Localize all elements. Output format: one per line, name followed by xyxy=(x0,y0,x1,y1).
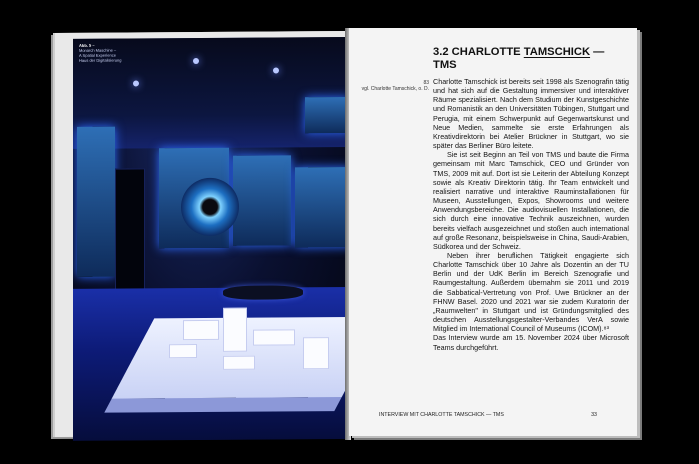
open-book xyxy=(55,28,645,440)
exhibition-photo xyxy=(73,37,351,441)
heading-suffix: — TMS xyxy=(433,46,605,71)
footnote-text: vgl. Charlotte Tamschick, o. D. xyxy=(361,86,429,92)
pedestal xyxy=(223,285,303,300)
model-building xyxy=(169,344,197,358)
heading-prefix: 3.2 CHARLOTTE xyxy=(433,46,524,58)
ceiling-light xyxy=(193,58,199,64)
projection-screen xyxy=(305,97,349,133)
caption-line: Monarch Maschine – xyxy=(79,47,117,53)
footnote-number: 83 xyxy=(423,80,429,86)
ceiling-light xyxy=(133,80,139,86)
page-number: 33 xyxy=(591,412,597,418)
projection-screen xyxy=(295,167,351,247)
caption-line: Haus der Digitalisierung xyxy=(79,57,122,63)
eye-projection xyxy=(181,178,239,236)
ceiling-light xyxy=(273,67,279,73)
section-heading xyxy=(433,46,629,72)
photo-caption xyxy=(79,42,139,62)
body-paragraph: Sie ist seit Beginn an Teil von TMS und baute die Firma gemeinsam mit Marc Tamschick, CEO und Gründer von TMS, 2009 mit auf. Dort ist sie Leiterin der Abteilung Konzept sowie als Kreativ Direktorin tätig. Ihr Team entwickelt und realisiert narrative und interaktive Rauminstallationen für Museen, Ausstellungen, Expos, Showrooms und weitere Anwendungsbereiche. Die audiovisuellen Installationen, die sich durch eine innovative Technik auszeichnen, wurden bereits vielfach ausgezeichnet und stoßen auch international auf große Resonanz, beispielsweise in China, Saudi-Arabien, Südkorea und der Schweiz. xyxy=(433,150,629,251)
running-title: INTERVIEW MIT CHARLOTTE TAMSCHICK — TMS xyxy=(379,412,504,418)
footnote-sidenote xyxy=(357,80,429,92)
projection-screen xyxy=(77,127,115,277)
page-content xyxy=(433,46,629,352)
left-page xyxy=(55,31,347,437)
model-building xyxy=(223,308,247,352)
body-paragraph: Charlotte Tamschick ist bereits seit 1998 als Szenografin tätig und hat sich auf die Gestaltung immersiver und interaktiver Räume spezialisiert. Nach dem Studium der Kunstgeschichte und Romanistik an den Universitäten Tübingen, Stuttgart und Perugia, mit einem Schwerpunkt auf Gegenwartskunst und Neue Medien, sammelte sie erste Erfahrungen als Kreativdirektorin bei Atelier Brückner in Stuttgart, wo sie später das Berliner Büro leitete. xyxy=(433,77,629,151)
heading-underlined: TAMSCHICK xyxy=(523,46,591,58)
body-paragraph: Das Interview wurde am 15. November 2024 über Microsoft Teams durchgeführt. xyxy=(433,333,629,352)
body-paragraph: Neben ihrer beruflichen Tätigkeit engagierte sich Charlotte Tamschick über 10 Jahre als Dozentin an der TU Berlin und der UdK Berlin im Bereich Szenografie und Raumgestaltung. Außerdem übernahm sie 2011 und 2019 die Sabbatical-Vertretung von Prof. Uwe Brückner an der FHNW Basel. 2020 und 2021 war sie zudem Kuratorin der „Raumwelten" in Stuttgart und ist Gründungsmitglied des deutschen Ausstellungsgestalter-Verbandes VerA sowie Mitglied im International Council of Museums (ICOM).⁸³ xyxy=(433,250,629,334)
right-page xyxy=(349,28,637,436)
model-building xyxy=(253,329,295,345)
model-building xyxy=(223,356,255,370)
model-building xyxy=(303,337,329,369)
projection-screen xyxy=(233,155,291,245)
page-footer xyxy=(379,412,627,418)
model-building xyxy=(183,320,219,340)
caption-line: A Spatial Experience xyxy=(79,52,116,58)
caption-figure: Abb. 5 – xyxy=(79,42,95,48)
